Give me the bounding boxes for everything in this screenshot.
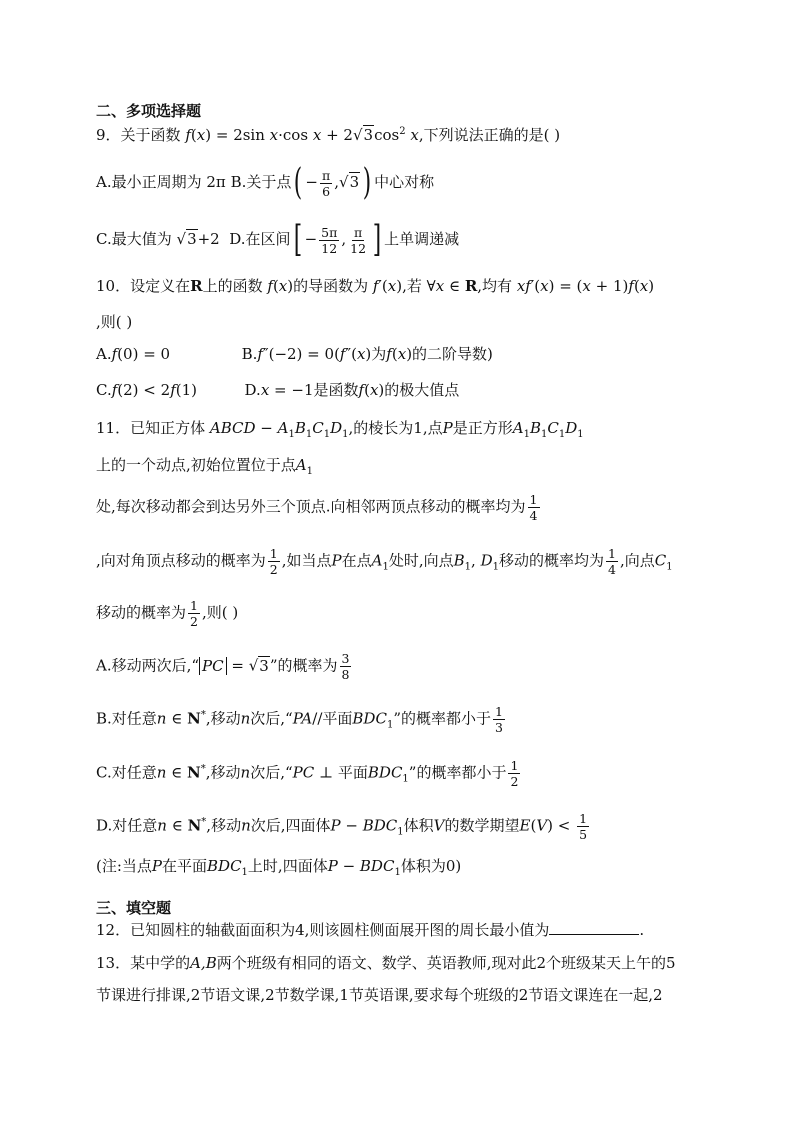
answer-blank[interactable] <box>549 920 639 935</box>
question-13-line-1: 13．某中学的A,B两个班级有相同的语文、数学、英语教师,现对此2个班级某天上午的5 <box>96 954 676 972</box>
option-a: A. <box>96 345 112 363</box>
question-11-line-2: 上的一个动点,初始位置位于点$A_1$ <box>96 456 313 477</box>
question-11-option-c: C.对任意n ∈ N*,移动n次后,“PC ⊥ 平面$BDC_1$”的概率都小于 $\frac{1}{2}$ <box>96 758 519 789</box>
question-13-line-2: 节课进行排课,2节语文课,2节数学课,1节英语课,要求每个班级的2节语文课连在一起,2 <box>96 986 663 1004</box>
question-11-line-1: 11．已知正方体 ABCD − $A_1B_1C_1D_1$,的棱长为1,点P是正方形$A_1B_1C_1D_1$ <box>96 419 584 440</box>
question-9-stem: 9．关于函数 f(x) = 2sin x·cos $x + 2√3\cos^2$ x,下列说法正确的是( ) <box>96 126 561 144</box>
question-9-options-cd: C.最大值为 √3+2 D.在区间[ − $\frac{5\pi}{12}$ , $\frac{\pi}{12}$ ] 上单调递减 <box>96 219 460 260</box>
question-number: 9． <box>96 126 121 144</box>
option-d: D.在区间 <box>229 230 291 248</box>
question-9-options-ab: A.最小正周期为 2π B.关于点( − $\frac{\pi}{6}$ ,√3 ) 中心对称 <box>96 162 435 203</box>
option-b: B.关于点 <box>230 173 292 191</box>
section-heading-fill-in: 三、填空题 <box>96 899 172 917</box>
question-11-option-d: D.对任意n ∈ N*,移动n次后,四面体$P - BDC_1$体积V的数学期望E(V) < $\frac{1}{5}$ <box>96 811 588 842</box>
question-11-note: (注:当点P在平面$BDC_1$上时,四面体$P - BDC_1$体积为0) <box>96 857 462 878</box>
question-number: 11． <box>96 419 131 437</box>
question-10-stem-end: ,则( ) <box>96 313 133 331</box>
question-11-option-a: A.移动两次后,“ PC = √3”的概率为 $\frac{3}{8}$ <box>96 651 350 682</box>
formula: f <box>185 126 191 144</box>
question-10-options-cd: C.f(2) < 2f(1) D.x = −1是函数f(x)的极大值点 <box>96 381 460 399</box>
option-a: A.最小正周期为 <box>96 173 202 191</box>
section-heading-multiple-choice: 二、多项选择题 <box>96 102 202 120</box>
option-d: D. <box>244 381 261 399</box>
question-11-line-5: 移动的概率为 $\frac{1}{2}$ ,则( ) <box>96 598 239 629</box>
question-12: 12．已知圆柱的轴截面面积为4,则该圆柱侧面展开图的周长最小值为 . <box>96 921 645 939</box>
option-b: B. <box>241 345 258 363</box>
question-11-option-b: B.对任意n ∈ N*,移动n次后,“PA//平面$BDC_1$”的概率都小于 $\frac{1}{3}$ <box>96 704 503 735</box>
question-10-stem: 10．设定义在R上的函数 f(x)的导函数为 f′(x),若 ∀x ∈ R,均有 xf′(x) = (x + 1)f(x) <box>96 277 655 295</box>
question-11-line-4: ,向对角顶点移动的概率为 $\frac{1}{2}$ ,如当点P在点$A_1$处时,向点$B_1$, $D_1$移动的概率均为 $\frac{1}{4}$ ,向点$C_1$ <box>96 546 673 577</box>
question-10-options-ab: A.f(0) = 0 B.f″(−2) = 0(f″(x)为f(x)的二阶导数) <box>96 345 493 363</box>
question-11-line-3: 处,每次移动都会到达另外三个顶点.向相邻两顶点移动的概率均为 $\frac{1}{4}$ <box>96 492 538 523</box>
question-number: 10． <box>96 277 131 295</box>
option-c: C. <box>96 381 112 399</box>
option-c: C.最大值为 <box>96 230 172 248</box>
